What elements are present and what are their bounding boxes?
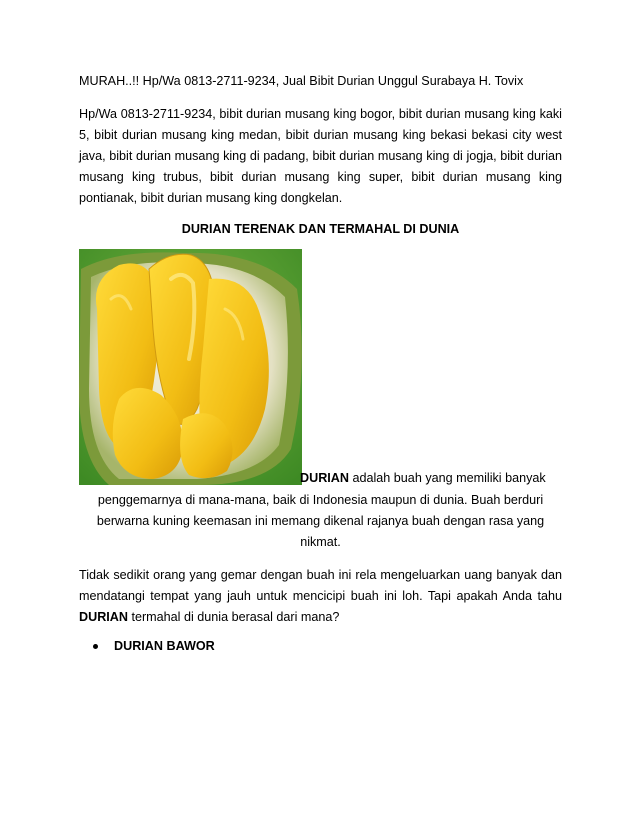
body-text-before: Tidak sedikit orang yang gemar dengan buah ini rela mengeluarkan uang banyak dan mendatangi tempat yang jauh untuk mencicipi buah ini loh. Tapi apakah Anda tahu xyxy=(79,568,562,603)
caption-first-line xyxy=(300,468,570,489)
bullet-list-item xyxy=(93,636,215,657)
caption-bold-word: DURIAN xyxy=(300,471,349,485)
section-heading: DURIAN TERENAK DAN TERMAHAL DI DUNIA xyxy=(181,222,460,236)
bullet-dot-icon xyxy=(93,644,98,649)
title-line: MURAH..!! Hp/Wa 0813-2711-9234, Jual Bibit Durian Unggul Surabaya H. Tovix xyxy=(79,74,524,88)
durian-photo xyxy=(79,249,302,485)
body-bold-word: DURIAN xyxy=(79,610,128,624)
durian-illustration xyxy=(79,249,302,485)
caption-rest: penggemarnya di mana-mana, baik di Indonesia maupun di dunia. Buah berduri berwarna kuning keemasan ini memang dikenal rajanya buah dengan rasa yang nikmat. xyxy=(96,493,545,549)
bullet-item-label: DURIAN BAWOR xyxy=(114,639,215,653)
body-text-after: termahal di dunia berasal dari mana? xyxy=(127,610,340,624)
caption-first-line-text: adalah buah yang memiliki banyak xyxy=(348,471,546,485)
intro-paragraph: Hp/Wa 0813-2711-9234, bibit durian musang king bogor, bibit durian musang king kaki 5, bibit durian musang king medan, bibit durian musang king bekasi bekasi city west java, bibit durian musang king di padang, bibit durian musang king di jogja, bibit durian musang king trubus, bibit durian musang king super, bibit durian musang king pontianak, bibit durian musang king dongkelan. xyxy=(79,107,562,205)
body-paragraph xyxy=(79,565,562,628)
